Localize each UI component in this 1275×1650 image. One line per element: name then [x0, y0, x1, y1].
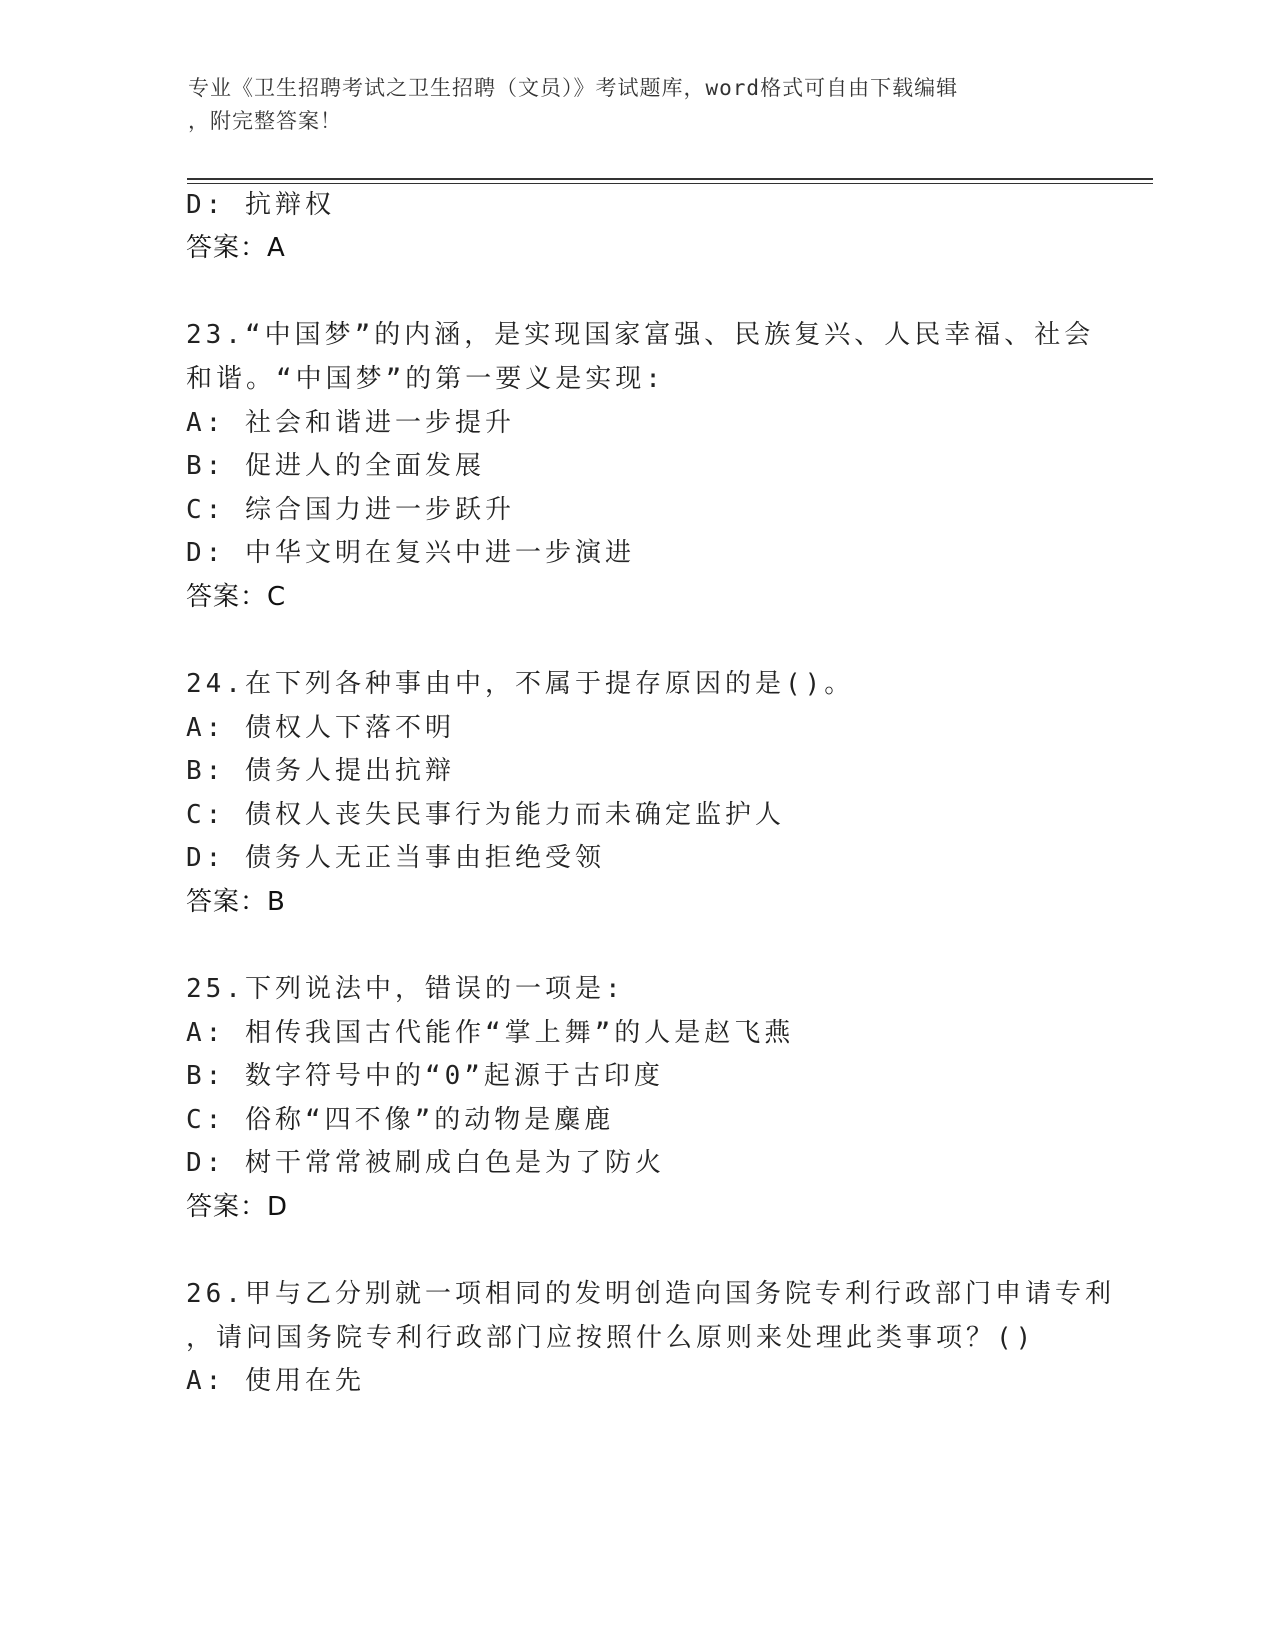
- q23-option-a: A: 社会和谐进一步提升: [186, 408, 515, 438]
- q24-answer: 答案：B: [186, 887, 286, 917]
- q24-option-d: D: 债务人无正当事由拒绝受领: [186, 843, 605, 873]
- q23-answer: 答案：C: [186, 582, 287, 612]
- q24-option-c: C: 债权人丧失民事行为能力而未确定监护人: [186, 800, 785, 830]
- q24-stem-line-1: 24.在下列各种事由中，不属于提存原因的是()。: [186, 669, 855, 699]
- q25-option-b: B: 数字符号中的“0”起源于古印度: [186, 1061, 664, 1091]
- header-line-2: ，附完整答案！: [188, 109, 342, 133]
- q24-option-a: A: 债权人下落不明: [186, 713, 455, 743]
- q25-option-a: A: 相传我国古代能作“掌上舞”的人是赵飞燕: [186, 1018, 795, 1048]
- q22-option-d: D: 抗辩权: [186, 190, 335, 220]
- q24-option-b: B: 债务人提出抗辩: [186, 756, 455, 786]
- header-divider-thick: [187, 178, 1153, 180]
- q26-option-a: A: 使用在先: [186, 1366, 365, 1396]
- q25-option-d: D: 树干常常被刷成白色是为了防火: [186, 1148, 665, 1178]
- q26-stem-line-2: ，请问国务院专利行政部门应按照什么原则来处理此类事项？(): [186, 1323, 1036, 1353]
- document-header: [188, 72, 1068, 138]
- q23-option-b: B: 促进人的全面发展: [186, 451, 485, 481]
- q22-answer: 答案：A: [186, 233, 286, 263]
- q25-option-c: C: 俗称“四不像”的动物是麋鹿: [186, 1105, 615, 1135]
- q23-stem-line-1: 23.“中国梦”的内涵，是实现国家富强、民族复兴、人民幸福、社会: [186, 320, 1095, 350]
- q26-stem-line-1: 26.甲与乙分别就一项相同的发明创造向国务院专利行政部门申请专利: [186, 1279, 1115, 1309]
- header-line-1: 专业《卫生招聘考试之卫生招聘（文员）》考试题库，word格式可自由下载编辑: [188, 76, 959, 100]
- q25-stem-line-1: 25.下列说法中，错误的一项是:: [186, 974, 625, 1004]
- q23-option-d: D: 中华文明在复兴中进一步演进: [186, 538, 635, 568]
- q25-answer: 答案：D: [186, 1192, 289, 1222]
- q23-stem-line-2: 和谐。“中国梦”的第一要义是实现:: [186, 364, 665, 394]
- header-divider-thin: [187, 183, 1153, 184]
- q23-option-c: C: 综合国力进一步跃升: [186, 495, 515, 525]
